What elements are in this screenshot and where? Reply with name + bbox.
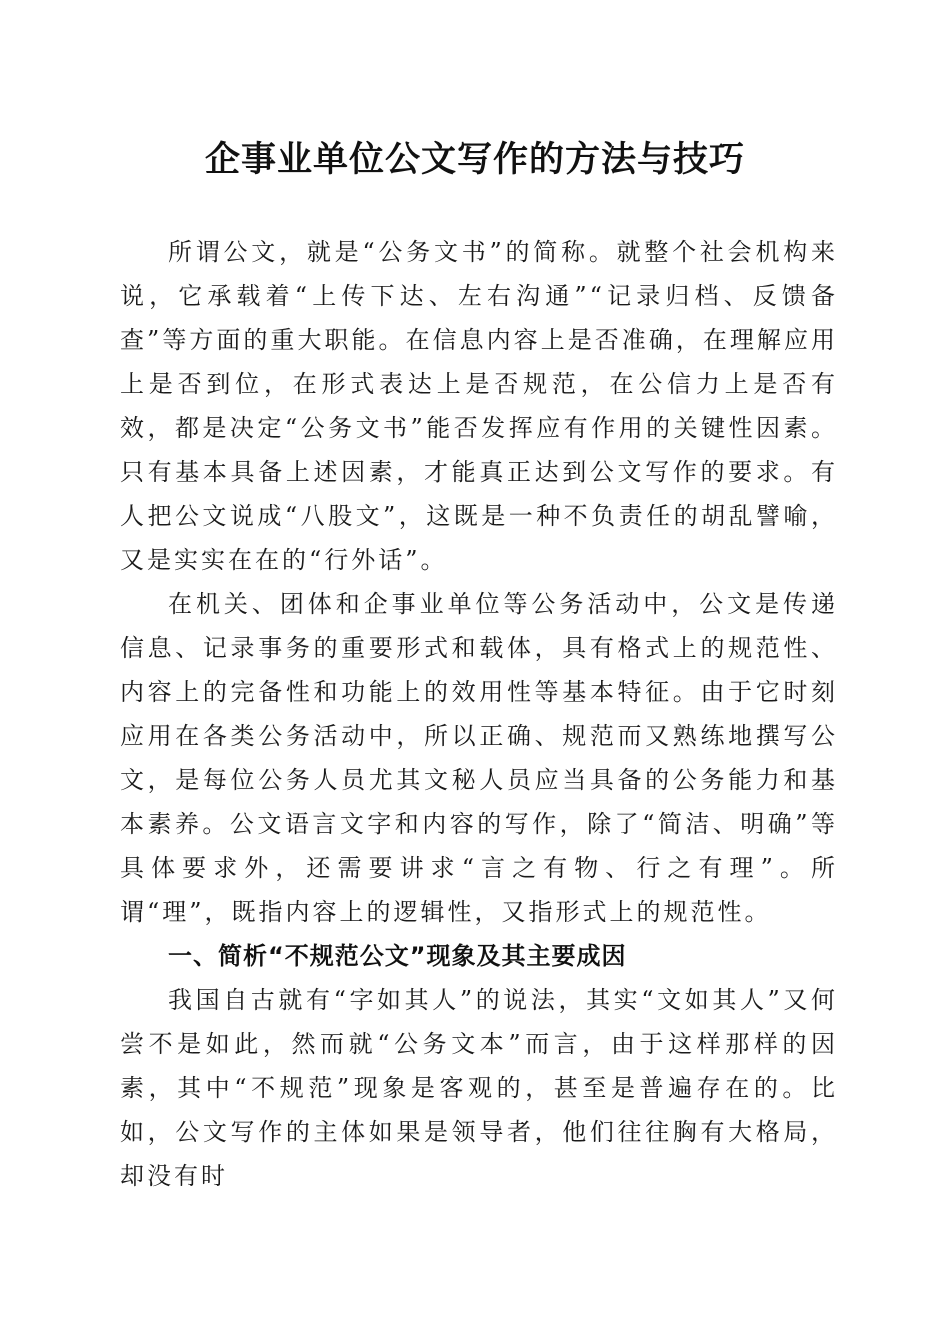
document-body [120,230,838,1198]
section-heading: 一、简析“不规范公文”现象及其主要成因 [168,942,627,970]
paragraph-2: 在机关、团体和企事业单位等公务活动中，公文是传递信息、记录事务的重要形式和载体，具有格式上的规范性、内容上的完备性和功能上的效用性等基本特征。由于它时刻应用在各类公务活动中，所以正确、规范而又熟练地撰写公文，是每位公务人员尤其文秘人员应当具备的公务能力和基本素养。公文语言文字和内容的写作，除了“简洁、明确”等具体要求外，还需要讲求“言之有物、行之有理”。所谓“理”，既指内容上的逻辑性，又指形式上的规范性。 [120,590,838,926]
paragraph-1: 所谓公文，就是“公务文书”的简称。就整个社会机构来说，它承载着“上传下达、左右沟通”“记录归档、反馈备查”等方面的重大职能。在信息内容上是否准确，在理解应用上是否到位，在形式表达上是否规范，在公信力上是否有效，都是决定“公务文书”能否发挥应有作用的关键性因素。只有基本具备上述因素，才能真正达到公文写作的要求。有人把公文说成“八股文”，这既是一种不负责任的胡乱譬喻，又是实实在在的“行外话”。 [120,238,838,574]
document-title: 企事业单位公文写作的方法与技巧 [204,139,745,180]
section-paragraph: 我国自古就有“字如其人”的说法，其实“文如其人”又何尝不是如此，然而就“公务文本”而言，由于这样那样的因素，其中“不规范”现象是客观的，甚至是普遍存在的。比如，公文写作的主体如果是领导者，他们往往胸有大格局，却没有时 [120,986,838,1190]
